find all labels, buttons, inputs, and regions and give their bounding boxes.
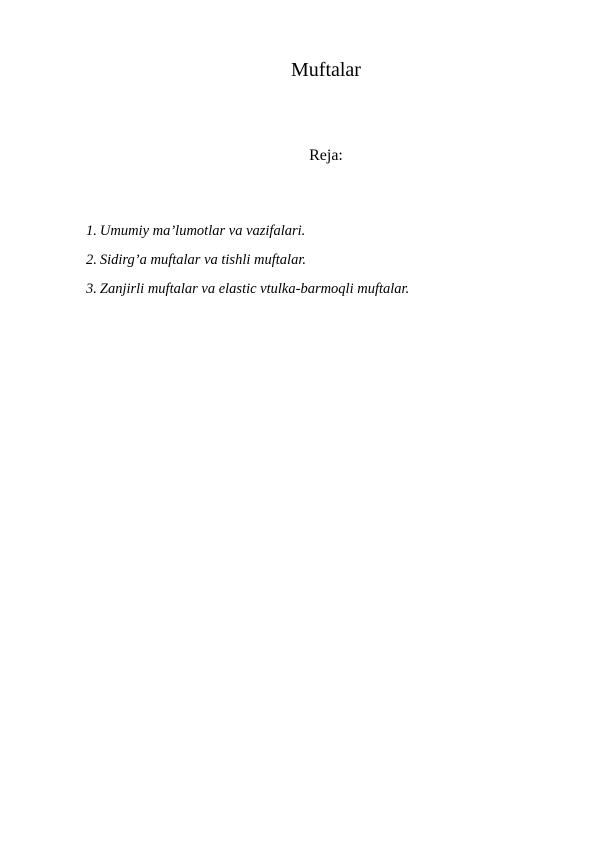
plan-heading: Reja:: [309, 147, 343, 164]
plan-item-number: 1.: [86, 223, 97, 239]
plan-item-number: 2.: [86, 252, 97, 268]
plan-item: [86, 280, 409, 299]
plan-item: [86, 222, 409, 241]
plan-item: [86, 251, 409, 270]
plan-item-text: Sidirg’a muftalar va tishli muftalar.: [99, 252, 306, 268]
plan-list: [86, 222, 409, 309]
document-title: Muftalar: [291, 59, 361, 81]
plan-item-number: 3.: [86, 281, 97, 297]
plan-item-text: Zanjirli muftalar va elastic vtulka-barmoqli muftalar.: [99, 281, 410, 297]
plan-item-text: Umumiy ma’lumotlar va vazifalari.: [99, 223, 306, 239]
